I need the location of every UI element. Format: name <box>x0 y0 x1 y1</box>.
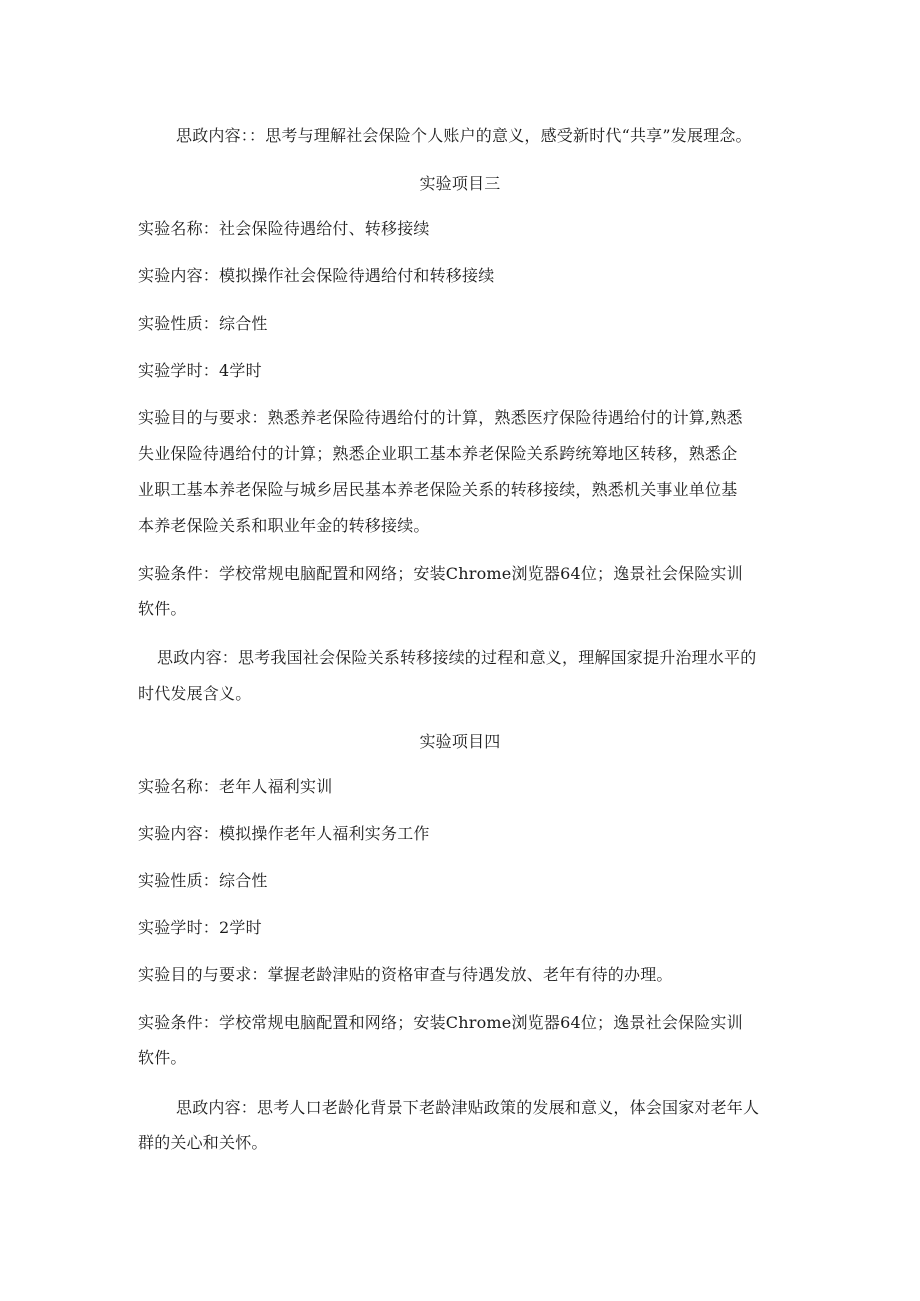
project3-name: 实验名称：社会保险待遇给付、转移接续 <box>138 219 430 238</box>
project4-hours: 实验学时：2学时 <box>138 918 262 937</box>
project3-goals-line: 本养老保险关系和职业年金的转移接续。 <box>138 516 430 535</box>
project4-goals: 实验目的与要求：掌握老龄津贴的资格审查与待遇发放、老年有待的办理。 <box>138 965 673 984</box>
project4-name: 实验名称：老年人福利实训 <box>138 777 333 796</box>
project3-conditions-line: 实验条件：学校常规电脑配置和网络；安装Chrome浏览器64位；逸景社会保险实训 <box>138 564 743 583</box>
project4-conditions-line: 实验条件：学校常规电脑配置和网络；安装Chrome浏览器64位；逸景社会保险实训 <box>138 1013 743 1032</box>
project4-content: 实验内容：模拟操作老年人福利实务工作 <box>138 824 430 843</box>
project3-content: 实验内容：模拟操作社会保险待遇给付和转移接续 <box>138 266 495 285</box>
project3-goals-line: 业职工基本养老保险与城乡居民基本养老保险关系的转移接续，熟悉机关事业单位基 <box>138 480 738 499</box>
project4-title: 实验项目四 <box>419 732 501 751</box>
project3-title: 实验项目三 <box>419 174 501 193</box>
project3-hours: 实验学时：4学时 <box>138 361 262 380</box>
project3-conditions-line: 软件。 <box>138 599 187 618</box>
project3-nature: 实验性质：综合性 <box>138 314 268 333</box>
project4-ideology-line: 思政内容：思考人口老龄化背景下老龄津贴政策的发展和意义，体会国家对老年人 <box>176 1098 760 1117</box>
project3-ideology-line: 思政内容：思考我国社会保险关系转移接续的过程和意义，理解国家提升治理水平的 <box>157 648 757 667</box>
project2-ideology-line: 思政内容：：思考与理解社会保险个人账户的意义，感受新时代“共享”发展理念。 <box>176 126 752 145</box>
project3-goals-line: 失业保险待遇给付的计算；熟悉企业职工基本养老保险关系跨统筹地区转移，熟悉企 <box>138 444 738 463</box>
project4-conditions-line: 软件。 <box>138 1048 187 1067</box>
project3-goals-line: 实验目的与要求：熟悉养老保险待遇给付的计算，熟悉医疗保险待遇给付的计算,熟悉 <box>138 408 743 427</box>
project4-nature: 实验性质：综合性 <box>138 871 268 890</box>
project3-ideology-line: 时代发展含义。 <box>138 684 252 703</box>
project4-ideology-line: 群的关心和关怀。 <box>138 1133 268 1152</box>
